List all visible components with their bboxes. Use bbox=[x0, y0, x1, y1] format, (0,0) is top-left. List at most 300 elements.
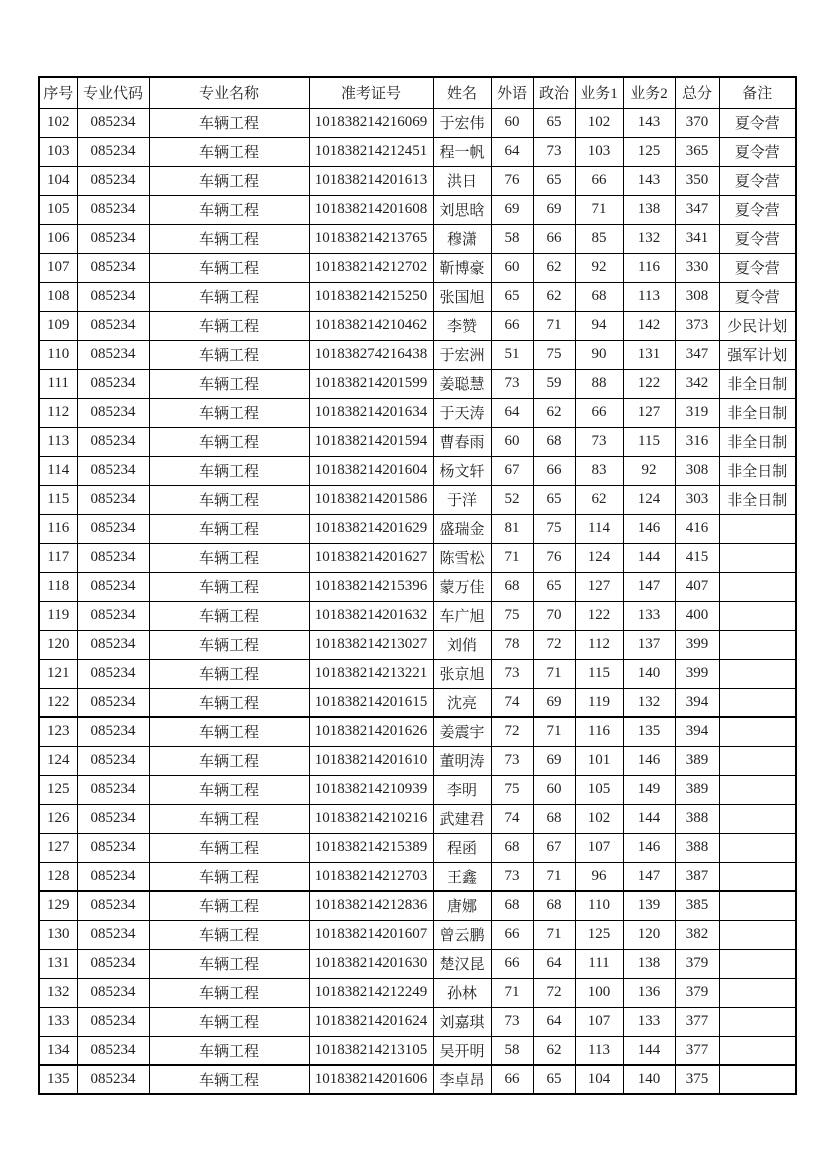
cell-name: 车广旭 bbox=[433, 601, 491, 630]
header-subject1: 业务1 bbox=[575, 77, 623, 108]
cell-major-name: 车辆工程 bbox=[149, 369, 309, 398]
cell-subject1: 113 bbox=[575, 1036, 623, 1065]
cell-exam-id: 101838214212836 bbox=[309, 891, 433, 920]
cell-subject1: 110 bbox=[575, 891, 623, 920]
cell-total-score: 388 bbox=[675, 804, 719, 833]
cell-politics: 67 bbox=[533, 833, 575, 862]
cell-exam-id: 101838214201634 bbox=[309, 398, 433, 427]
cell-subject1: 66 bbox=[575, 166, 623, 195]
table-row bbox=[39, 891, 796, 920]
cell-remark bbox=[719, 543, 796, 572]
cell-foreign-language: 66 bbox=[491, 920, 533, 949]
cell-major-name: 车辆工程 bbox=[149, 891, 309, 920]
cell-name: 刘思晗 bbox=[433, 195, 491, 224]
cell-subject2: 149 bbox=[623, 775, 675, 804]
cell-major-code: 085234 bbox=[77, 746, 149, 775]
cell-exam-id: 101838214201610 bbox=[309, 746, 433, 775]
cell-major-name: 车辆工程 bbox=[149, 1007, 309, 1036]
cell-remark: 夏令营 bbox=[719, 108, 796, 137]
cell-major-code: 085234 bbox=[77, 1007, 149, 1036]
table-row bbox=[39, 427, 796, 456]
cell-subject2: 122 bbox=[623, 369, 675, 398]
cell-subject2: 132 bbox=[623, 224, 675, 253]
cell-name: 程一帆 bbox=[433, 137, 491, 166]
cell-major-code: 085234 bbox=[77, 659, 149, 688]
cell-remark: 非全日制 bbox=[719, 427, 796, 456]
cell-remark: 夏令营 bbox=[719, 166, 796, 195]
cell-index: 107 bbox=[39, 253, 77, 282]
table-row bbox=[39, 195, 796, 224]
cell-major-code: 085234 bbox=[77, 108, 149, 137]
cell-remark bbox=[719, 659, 796, 688]
cell-major-name: 车辆工程 bbox=[149, 195, 309, 224]
cell-remark bbox=[719, 920, 796, 949]
header-total-score: 总分 bbox=[675, 77, 719, 108]
cell-major-name: 车辆工程 bbox=[149, 456, 309, 485]
cell-total-score: 379 bbox=[675, 949, 719, 978]
cell-name: 刘俏 bbox=[433, 630, 491, 659]
cell-remark bbox=[719, 1036, 796, 1065]
cell-remark: 非全日制 bbox=[719, 398, 796, 427]
cell-remark bbox=[719, 978, 796, 1007]
cell-exam-id: 101838214212703 bbox=[309, 862, 433, 891]
cell-subject2: 133 bbox=[623, 601, 675, 630]
cell-politics: 65 bbox=[533, 1065, 575, 1094]
table-row bbox=[39, 514, 796, 543]
header-foreign-language: 外语 bbox=[491, 77, 533, 108]
cell-name: 吴开明 bbox=[433, 1036, 491, 1065]
cell-major-name: 车辆工程 bbox=[149, 398, 309, 427]
cell-foreign-language: 58 bbox=[491, 224, 533, 253]
cell-foreign-language: 81 bbox=[491, 514, 533, 543]
cell-major-code: 085234 bbox=[77, 949, 149, 978]
cell-exam-id: 101838214210939 bbox=[309, 775, 433, 804]
cell-subject2: 147 bbox=[623, 572, 675, 601]
table-row bbox=[39, 137, 796, 166]
cell-index: 125 bbox=[39, 775, 77, 804]
cell-index: 116 bbox=[39, 514, 77, 543]
table-header bbox=[39, 77, 796, 108]
cell-politics: 71 bbox=[533, 717, 575, 746]
cell-exam-id: 101838214201608 bbox=[309, 195, 433, 224]
cell-index: 102 bbox=[39, 108, 77, 137]
cell-foreign-language: 78 bbox=[491, 630, 533, 659]
cell-foreign-language: 71 bbox=[491, 543, 533, 572]
cell-major-name: 车辆工程 bbox=[149, 688, 309, 717]
cell-major-name: 车辆工程 bbox=[149, 514, 309, 543]
cell-total-score: 400 bbox=[675, 601, 719, 630]
table-row bbox=[39, 659, 796, 688]
cell-remark bbox=[719, 833, 796, 862]
header-exam-id: 准考证号 bbox=[309, 77, 433, 108]
cell-subject2: 144 bbox=[623, 1036, 675, 1065]
cell-foreign-language: 73 bbox=[491, 746, 533, 775]
cell-major-code: 085234 bbox=[77, 920, 149, 949]
cell-exam-id: 101838214215396 bbox=[309, 572, 433, 601]
cell-subject1: 83 bbox=[575, 456, 623, 485]
cell-name: 盛瑞金 bbox=[433, 514, 491, 543]
table-row bbox=[39, 804, 796, 833]
cell-remark bbox=[719, 717, 796, 746]
cell-total-score: 347 bbox=[675, 195, 719, 224]
cell-index: 135 bbox=[39, 1065, 77, 1094]
cell-subject1: 104 bbox=[575, 1065, 623, 1094]
cell-remark: 非全日制 bbox=[719, 369, 796, 398]
cell-name: 于天涛 bbox=[433, 398, 491, 427]
cell-name: 洪日 bbox=[433, 166, 491, 195]
header-index: 序号 bbox=[39, 77, 77, 108]
cell-total-score: 316 bbox=[675, 427, 719, 456]
cell-exam-id: 101838214201613 bbox=[309, 166, 433, 195]
cell-index: 128 bbox=[39, 862, 77, 891]
table-row bbox=[39, 862, 796, 891]
table-row bbox=[39, 572, 796, 601]
cell-exam-id: 101838214201626 bbox=[309, 717, 433, 746]
cell-major-name: 车辆工程 bbox=[149, 949, 309, 978]
cell-subject1: 85 bbox=[575, 224, 623, 253]
cell-index: 106 bbox=[39, 224, 77, 253]
cell-major-code: 085234 bbox=[77, 166, 149, 195]
cell-subject1: 68 bbox=[575, 282, 623, 311]
table-row bbox=[39, 1036, 796, 1065]
cell-major-name: 车辆工程 bbox=[149, 543, 309, 572]
cell-index: 129 bbox=[39, 891, 77, 920]
cell-subject2: 124 bbox=[623, 485, 675, 514]
cell-subject1: 127 bbox=[575, 572, 623, 601]
cell-politics: 69 bbox=[533, 195, 575, 224]
cell-subject1: 112 bbox=[575, 630, 623, 659]
cell-exam-id: 101838214201606 bbox=[309, 1065, 433, 1094]
cell-total-score: 389 bbox=[675, 775, 719, 804]
cell-major-name: 车辆工程 bbox=[149, 746, 309, 775]
cell-exam-id: 101838214201624 bbox=[309, 1007, 433, 1036]
table-row bbox=[39, 717, 796, 746]
cell-subject2: 146 bbox=[623, 514, 675, 543]
cell-foreign-language: 60 bbox=[491, 108, 533, 137]
cell-major-name: 车辆工程 bbox=[149, 804, 309, 833]
cell-major-code: 085234 bbox=[77, 1065, 149, 1094]
cell-subject1: 94 bbox=[575, 311, 623, 340]
cell-name: 李赞 bbox=[433, 311, 491, 340]
cell-subject1: 115 bbox=[575, 659, 623, 688]
cell-subject1: 107 bbox=[575, 833, 623, 862]
cell-remark: 夏令营 bbox=[719, 137, 796, 166]
cell-politics: 65 bbox=[533, 108, 575, 137]
cell-subject2: 147 bbox=[623, 862, 675, 891]
cell-major-code: 085234 bbox=[77, 1036, 149, 1065]
cell-foreign-language: 76 bbox=[491, 166, 533, 195]
cell-foreign-language: 71 bbox=[491, 978, 533, 1007]
cell-exam-id: 101838214201604 bbox=[309, 456, 433, 485]
table-row bbox=[39, 1065, 796, 1094]
cell-major-name: 车辆工程 bbox=[149, 978, 309, 1007]
cell-politics: 73 bbox=[533, 137, 575, 166]
cell-major-code: 085234 bbox=[77, 717, 149, 746]
cell-politics: 65 bbox=[533, 166, 575, 195]
header-major-name: 专业名称 bbox=[149, 77, 309, 108]
cell-total-score: 330 bbox=[675, 253, 719, 282]
cell-exam-id: 101838214201599 bbox=[309, 369, 433, 398]
cell-politics: 69 bbox=[533, 746, 575, 775]
table-row bbox=[39, 166, 796, 195]
cell-index: 126 bbox=[39, 804, 77, 833]
cell-name: 武建君 bbox=[433, 804, 491, 833]
cell-subject1: 107 bbox=[575, 1007, 623, 1036]
cell-foreign-language: 65 bbox=[491, 282, 533, 311]
cell-major-name: 车辆工程 bbox=[149, 340, 309, 369]
cell-subject1: 62 bbox=[575, 485, 623, 514]
cell-subject1: 103 bbox=[575, 137, 623, 166]
cell-index: 110 bbox=[39, 340, 77, 369]
header-major-code: 专业代码 bbox=[77, 77, 149, 108]
cell-major-code: 085234 bbox=[77, 427, 149, 456]
cell-total-score: 319 bbox=[675, 398, 719, 427]
cell-name: 孙林 bbox=[433, 978, 491, 1007]
cell-total-score: 377 bbox=[675, 1036, 719, 1065]
cell-exam-id: 101838214213105 bbox=[309, 1036, 433, 1065]
cell-index: 124 bbox=[39, 746, 77, 775]
cell-subject1: 114 bbox=[575, 514, 623, 543]
cell-politics: 64 bbox=[533, 1007, 575, 1036]
cell-subject2: 146 bbox=[623, 746, 675, 775]
cell-subject1: 125 bbox=[575, 920, 623, 949]
cell-major-name: 车辆工程 bbox=[149, 717, 309, 746]
cell-major-name: 车辆工程 bbox=[149, 137, 309, 166]
cell-foreign-language: 68 bbox=[491, 891, 533, 920]
cell-exam-id: 101838214212249 bbox=[309, 978, 433, 1007]
cell-subject1: 100 bbox=[575, 978, 623, 1007]
table-row bbox=[39, 601, 796, 630]
cell-exam-id: 101838214201586 bbox=[309, 485, 433, 514]
cell-total-score: 379 bbox=[675, 978, 719, 1007]
cell-politics: 65 bbox=[533, 485, 575, 514]
cell-remark: 夏令营 bbox=[719, 224, 796, 253]
cell-subject2: 144 bbox=[623, 804, 675, 833]
cell-major-code: 085234 bbox=[77, 775, 149, 804]
cell-name: 刘嘉琪 bbox=[433, 1007, 491, 1036]
cell-politics: 75 bbox=[533, 340, 575, 369]
cell-remark: 少民计划 bbox=[719, 311, 796, 340]
cell-name: 张国旭 bbox=[433, 282, 491, 311]
cell-subject2: 138 bbox=[623, 195, 675, 224]
header-row bbox=[39, 77, 796, 108]
cell-total-score: 382 bbox=[675, 920, 719, 949]
cell-name: 于宏伟 bbox=[433, 108, 491, 137]
cell-exam-id: 101838214215389 bbox=[309, 833, 433, 862]
table-row bbox=[39, 543, 796, 572]
cell-exam-id: 101838214213221 bbox=[309, 659, 433, 688]
cell-total-score: 365 bbox=[675, 137, 719, 166]
cell-total-score: 387 bbox=[675, 862, 719, 891]
cell-index: 131 bbox=[39, 949, 77, 978]
cell-politics: 68 bbox=[533, 804, 575, 833]
cell-name: 蒙万佳 bbox=[433, 572, 491, 601]
cell-subject1: 73 bbox=[575, 427, 623, 456]
cell-exam-id: 101838214216069 bbox=[309, 108, 433, 137]
cell-total-score: 303 bbox=[675, 485, 719, 514]
cell-politics: 64 bbox=[533, 949, 575, 978]
cell-name: 于洋 bbox=[433, 485, 491, 514]
cell-subject1: 116 bbox=[575, 717, 623, 746]
cell-remark: 非全日制 bbox=[719, 456, 796, 485]
cell-remark bbox=[719, 601, 796, 630]
cell-major-name: 车辆工程 bbox=[149, 253, 309, 282]
cell-remark bbox=[719, 949, 796, 978]
cell-total-score: 399 bbox=[675, 659, 719, 688]
cell-name: 穆潇 bbox=[433, 224, 491, 253]
cell-major-name: 车辆工程 bbox=[149, 833, 309, 862]
cell-politics: 68 bbox=[533, 891, 575, 920]
cell-index: 111 bbox=[39, 369, 77, 398]
cell-major-code: 085234 bbox=[77, 369, 149, 398]
cell-politics: 60 bbox=[533, 775, 575, 804]
cell-foreign-language: 73 bbox=[491, 369, 533, 398]
cell-politics: 71 bbox=[533, 862, 575, 891]
cell-total-score: 377 bbox=[675, 1007, 719, 1036]
cell-total-score: 347 bbox=[675, 340, 719, 369]
admission-scores-table bbox=[38, 76, 797, 1095]
cell-remark bbox=[719, 514, 796, 543]
cell-subject1: 101 bbox=[575, 746, 623, 775]
cell-index: 134 bbox=[39, 1036, 77, 1065]
cell-foreign-language: 64 bbox=[491, 137, 533, 166]
cell-foreign-language: 74 bbox=[491, 804, 533, 833]
cell-remark bbox=[719, 775, 796, 804]
cell-name: 曹春雨 bbox=[433, 427, 491, 456]
cell-subject1: 102 bbox=[575, 804, 623, 833]
cell-index: 122 bbox=[39, 688, 77, 717]
cell-total-score: 415 bbox=[675, 543, 719, 572]
cell-subject2: 142 bbox=[623, 311, 675, 340]
cell-subject2: 138 bbox=[623, 949, 675, 978]
cell-index: 109 bbox=[39, 311, 77, 340]
cell-major-name: 车辆工程 bbox=[149, 630, 309, 659]
cell-politics: 71 bbox=[533, 659, 575, 688]
cell-exam-id: 101838214210216 bbox=[309, 804, 433, 833]
cell-remark bbox=[719, 1065, 796, 1094]
cell-index: 104 bbox=[39, 166, 77, 195]
cell-politics: 59 bbox=[533, 369, 575, 398]
cell-subject1: 105 bbox=[575, 775, 623, 804]
cell-name: 靳博豪 bbox=[433, 253, 491, 282]
cell-name: 张京旭 bbox=[433, 659, 491, 688]
cell-subject1: 122 bbox=[575, 601, 623, 630]
cell-total-score: 416 bbox=[675, 514, 719, 543]
cell-politics: 62 bbox=[533, 1036, 575, 1065]
table-row bbox=[39, 1007, 796, 1036]
cell-politics: 62 bbox=[533, 253, 575, 282]
table-row bbox=[39, 630, 796, 659]
cell-remark: 非全日制 bbox=[719, 485, 796, 514]
cell-foreign-language: 66 bbox=[491, 1065, 533, 1094]
cell-major-code: 085234 bbox=[77, 601, 149, 630]
cell-name: 曾云鹏 bbox=[433, 920, 491, 949]
cell-subject1: 102 bbox=[575, 108, 623, 137]
cell-foreign-language: 66 bbox=[491, 311, 533, 340]
cell-major-name: 车辆工程 bbox=[149, 108, 309, 137]
cell-subject1: 92 bbox=[575, 253, 623, 282]
cell-major-code: 085234 bbox=[77, 137, 149, 166]
cell-exam-id: 101838274216438 bbox=[309, 340, 433, 369]
cell-foreign-language: 69 bbox=[491, 195, 533, 224]
cell-remark: 夏令营 bbox=[719, 195, 796, 224]
cell-major-name: 车辆工程 bbox=[149, 572, 309, 601]
cell-exam-id: 101838214201615 bbox=[309, 688, 433, 717]
cell-exam-id: 101838214213765 bbox=[309, 224, 433, 253]
cell-foreign-language: 73 bbox=[491, 659, 533, 688]
header-politics: 政治 bbox=[533, 77, 575, 108]
cell-index: 130 bbox=[39, 920, 77, 949]
cell-foreign-language: 73 bbox=[491, 1007, 533, 1036]
cell-index: 113 bbox=[39, 427, 77, 456]
cell-politics: 65 bbox=[533, 572, 575, 601]
cell-subject1: 124 bbox=[575, 543, 623, 572]
cell-remark bbox=[719, 746, 796, 775]
cell-politics: 62 bbox=[533, 282, 575, 311]
cell-exam-id: 101838214201607 bbox=[309, 920, 433, 949]
cell-politics: 72 bbox=[533, 978, 575, 1007]
cell-subject2: 137 bbox=[623, 630, 675, 659]
cell-subject1: 71 bbox=[575, 195, 623, 224]
table-row bbox=[39, 369, 796, 398]
cell-name: 李卓昂 bbox=[433, 1065, 491, 1094]
cell-subject2: 140 bbox=[623, 1065, 675, 1094]
table-row bbox=[39, 311, 796, 340]
cell-major-code: 085234 bbox=[77, 978, 149, 1007]
cell-major-name: 车辆工程 bbox=[149, 659, 309, 688]
cell-subject1: 66 bbox=[575, 398, 623, 427]
cell-total-score: 308 bbox=[675, 456, 719, 485]
header-remark: 备注 bbox=[719, 77, 796, 108]
table-row bbox=[39, 775, 796, 804]
cell-subject2: 146 bbox=[623, 833, 675, 862]
cell-foreign-language: 60 bbox=[491, 253, 533, 282]
cell-exam-id: 101838214210462 bbox=[309, 311, 433, 340]
cell-politics: 66 bbox=[533, 224, 575, 253]
cell-total-score: 399 bbox=[675, 630, 719, 659]
cell-remark bbox=[719, 891, 796, 920]
cell-total-score: 375 bbox=[675, 1065, 719, 1094]
cell-major-code: 085234 bbox=[77, 543, 149, 572]
cell-index: 115 bbox=[39, 485, 77, 514]
cell-foreign-language: 75 bbox=[491, 601, 533, 630]
table-row bbox=[39, 978, 796, 1007]
cell-total-score: 394 bbox=[675, 688, 719, 717]
cell-major-code: 085234 bbox=[77, 224, 149, 253]
cell-total-score: 394 bbox=[675, 717, 719, 746]
cell-subject1: 119 bbox=[575, 688, 623, 717]
cell-major-code: 085234 bbox=[77, 514, 149, 543]
cell-name: 董明涛 bbox=[433, 746, 491, 775]
cell-total-score: 389 bbox=[675, 746, 719, 775]
cell-total-score: 341 bbox=[675, 224, 719, 253]
table-row bbox=[39, 833, 796, 862]
cell-major-code: 085234 bbox=[77, 862, 149, 891]
cell-index: 121 bbox=[39, 659, 77, 688]
cell-major-name: 车辆工程 bbox=[149, 920, 309, 949]
cell-subject2: 143 bbox=[623, 166, 675, 195]
cell-major-code: 085234 bbox=[77, 804, 149, 833]
cell-total-score: 308 bbox=[675, 282, 719, 311]
cell-index: 117 bbox=[39, 543, 77, 572]
cell-name: 唐娜 bbox=[433, 891, 491, 920]
header-subject2: 业务2 bbox=[623, 77, 675, 108]
cell-major-code: 085234 bbox=[77, 398, 149, 427]
table-row bbox=[39, 485, 796, 514]
cell-total-score: 370 bbox=[675, 108, 719, 137]
cell-total-score: 388 bbox=[675, 833, 719, 862]
cell-politics: 69 bbox=[533, 688, 575, 717]
